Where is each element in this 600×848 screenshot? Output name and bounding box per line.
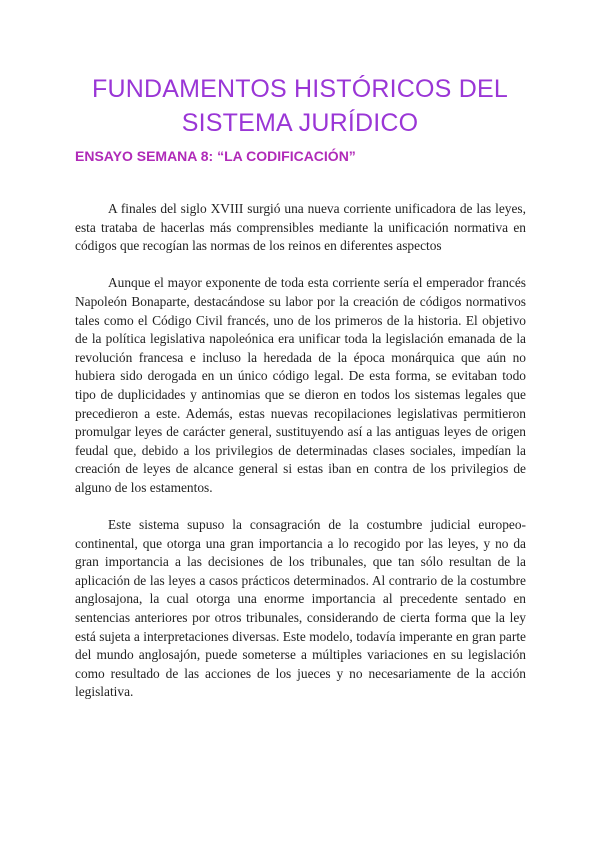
paragraph-2: Aunque el mayor exponente de toda esta corriente sería el emperador francés Napoleón Bonaparte, destacándose su labor por la creación de códigos normativos tales como el Código Civil francés, uno de los primeros de la historia. El objetivo de la política legislativa napoleónica era unificar toda la legislación emanada de la revolución francesa e incluso la heredada de la época monárquica que aún no hubiera sido derogada en un único código legal. De esta forma, se evitaban todo tipo de duplicidades y antinomias que se dieron en todos los sistemas legales que precedieron a este. Además, estas nuevas recopilaciones legislativas permitieron promulgar leyes de carácter general, sustituyendo así a las antiguas leyes de origen feudal que, debido a los privilegios de determinadas clases sociales, impedían la creación de leyes de alcance general si estas iban en contra de los privilegios de alguno de los estamentos. bbox=[75, 275, 526, 495]
document-body bbox=[75, 200, 526, 721]
document-title: FUNDAMENTOS HISTÓRICOS DEL SISTEMA JURÍDICO bbox=[92, 75, 508, 137]
paragraph-3: Este sistema supuso la consagración de la costumbre judicial europeo-continental, que otorga una gran importancia a lo recogido por las leyes, y no da gran importancia a las decisiones de los tribunales, que tan sólo resultan de la aplicación de las leyes a casos prácticos determinados. Al contrario de la costumbre anglosajona, la cual otorga una enorme importancia al precedente sentado en sentencias anteriores por otros tribunales, considerando de cierta forma que la ley está sujeta a interpretaciones diversas. Este modelo, todavía imperante en gran parte del mundo anglosajón, puede someterse a múltiples variaciones en su legislación como resultado de las acciones de los jueces y no necesariamente de la acción legislativa. bbox=[75, 517, 526, 700]
paragraph-1: A finales del siglo XVIII surgió una nueva corriente unificadora de las leyes, esta trataba de hacerlas más comprensibles mediante la unificación normativa en códigos que recogían las normas de los reinos en diferentes aspectos bbox=[75, 201, 526, 254]
document-subtitle: ENSAYO SEMANA 8: “LA CODIFICACIÓN” bbox=[75, 148, 356, 164]
